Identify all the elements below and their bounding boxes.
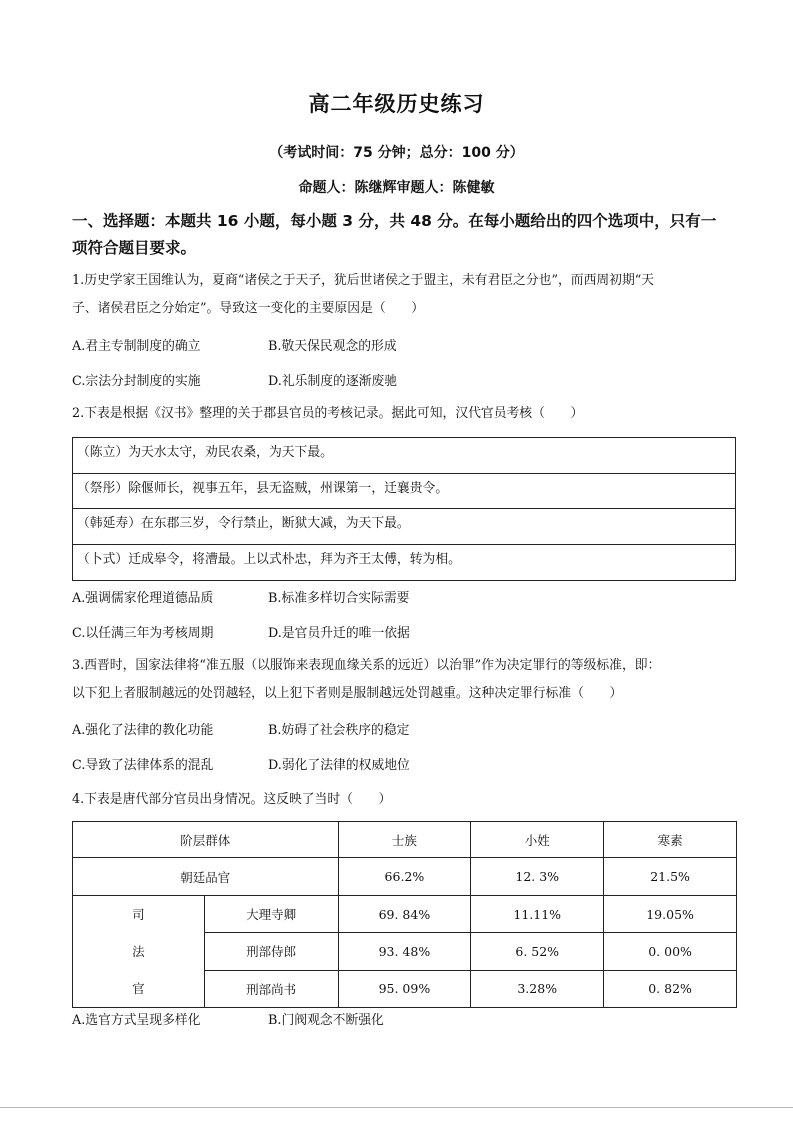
table-cell: 3.28% (471, 970, 604, 1007)
q3-option-b[interactable]: B.妨碍了社会秩序的稳定 (268, 723, 410, 738)
q4-option-a[interactable]: A.选官方式呈现多样化 (72, 1013, 201, 1028)
question-2-table-row: （祭彤）除偃师长，视事五年，县无盗贼，州课第一，迁襄贵令。 (73, 474, 735, 510)
group-label-cell (73, 896, 205, 1008)
header-cell: 寒素 (604, 822, 737, 858)
question-2-table-row: （陈立）为天水太守，劝民农桑，为天下最。 (73, 438, 735, 474)
question-3-line1: 3.西晋时，国家法律将“准五服（以服饰来表现血缘关系的远近）以治罪”作为决定罪行的等级标准，即： (72, 658, 661, 673)
page-bottom-divider (0, 1107, 793, 1108)
q2-option-a[interactable]: A.强调儒家伦理道德品质 (72, 591, 214, 606)
section-heading (72, 208, 722, 262)
section-heading-line2: 项符合题目要求。 (72, 239, 197, 257)
question-3-line2: 以下犯上者服制越远的处罚越轻，以上犯下者则是服制越远处罚越重。这种决定罪行标准（ ） (72, 686, 623, 701)
question-4-table (72, 821, 737, 1008)
q2-option-d[interactable]: D.是官员升迁的唯一依据 (268, 626, 410, 641)
table-cell: 19.05% (604, 896, 737, 933)
exam-info: （考试时间：75 分钟；总分：100 分） (269, 145, 524, 161)
question-4-stem: 4.下表是唐代部分官员出身情况。这反映了当时（ ） (72, 792, 392, 807)
table-cell: 93. 48% (338, 933, 471, 970)
q1-option-b[interactable]: B.敬天保民观念的形成 (268, 339, 397, 354)
question-1-line1: 1.历史学家王国维认为，夏商“诸侯之于天子，犹后世诸侯之于盟主，未有君臣之分也”，而西周初期“天 (72, 273, 655, 288)
table-header-row (73, 822, 737, 858)
question-2-table (72, 437, 736, 581)
table-cell: 21.5% (604, 858, 737, 896)
table-cell: 6. 52% (471, 933, 604, 970)
q1-option-c[interactable]: C.宗法分封制度的实施 (72, 374, 201, 389)
question-2-table-row: （卜式）迁成皋令，将漕最。上以式朴忠，拜为齐王太傅，转为相。 (77, 551, 461, 567)
q3-option-a[interactable]: A.强化了法律的教化功能 (72, 723, 214, 738)
question-2-table-row: （韩延寿）在东郡三岁，令行禁止，断狱大减，为天下最。 (73, 509, 735, 545)
table-cell: 刑部侍郎 (204, 933, 338, 970)
table-cell: 69. 84% (338, 896, 471, 933)
q3-option-c[interactable]: C.导致了法律体系的混乱 (72, 758, 214, 773)
table-cell: 0. 00% (604, 933, 737, 970)
table-cell: 95. 09% (338, 970, 471, 1007)
header-cell: 阶层群体 (73, 822, 339, 858)
table-cell: 大理寺卿 (204, 896, 338, 933)
authors: 命题人：陈继辉审题人：陈健敏 (298, 180, 495, 196)
question-3-stem (72, 652, 727, 708)
q2-option-c[interactable]: C.以任满三年为考核周期 (72, 626, 214, 641)
group-label-char: 官 (132, 981, 145, 996)
header-cell: 小姓 (471, 822, 604, 858)
table-cell: 11.11% (471, 896, 604, 933)
table-cell: 刑部尚书 (204, 970, 338, 1007)
header-cell: 士族 (338, 822, 471, 858)
table-row (73, 896, 737, 933)
q2-option-b[interactable]: B.标准多样切合实际需要 (268, 591, 410, 606)
q4-option-b[interactable]: B.门阀观念不断强化 (268, 1013, 384, 1028)
q1-option-d[interactable]: D.礼乐制度的逐渐废驰 (268, 374, 398, 389)
question-1-stem (72, 267, 727, 323)
q1-option-a[interactable]: A.君主专制制度的确立 (72, 339, 201, 354)
table-row (73, 858, 737, 896)
group-label-char: 法 (132, 944, 145, 959)
page-title: 高二年级历史练习 (308, 92, 485, 116)
group-label-char: 司 (132, 907, 145, 922)
table-cell: 0. 82% (604, 970, 737, 1007)
question-2-stem: 2.下表是根据《汉书》整理的关于郡县官员的考核记录。据此可知，汉代官员考核（ ） (72, 406, 584, 421)
table-cell: 12. 3% (471, 858, 604, 896)
q3-option-d[interactable]: D.弱化了法律的权威地位 (268, 758, 410, 773)
section-heading-line1: 一、选择题：本题共 16 小题，每小题 3 分，共 48 分。在每小题给出的四个选项中，只有一 (72, 212, 717, 230)
table-cell: 朝廷品官 (73, 858, 339, 896)
table-cell: 66.2% (338, 858, 471, 896)
question-1-line2: 子、诸侯君臣之分始定”。导致这一变化的主要原因是（ ） (72, 301, 425, 316)
